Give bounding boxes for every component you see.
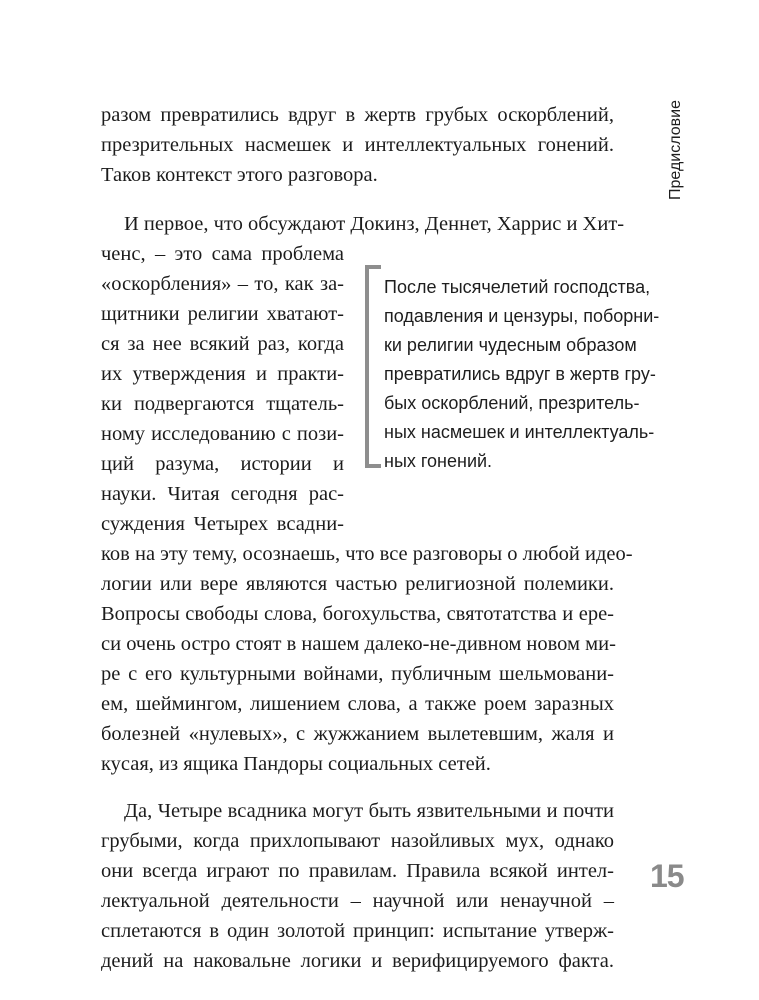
- body-line: они всегда играют по правилам. Правила всякой интел-: [101, 860, 614, 882]
- body-line: болезней «нулевых», с жужжанием вылетевшим, жаля и: [101, 723, 614, 745]
- body-line: ем, шеймингом, лишением слова, а также роем заразных: [101, 693, 614, 715]
- body-line: И первое, что обсуждают Докинз, Деннет, Харрис и Хит-: [124, 213, 625, 235]
- pull-quote-line: ных насмешек и интеллектуаль-: [384, 422, 655, 442]
- body-line: ному исследованию с пози-: [101, 423, 344, 445]
- body-line: Таков контекст этого разговора.: [101, 164, 378, 186]
- body-line: сплетаются в один золотой принцип: испытание утверж-: [101, 920, 614, 942]
- pull-quote-line: После тысячелетий господства,: [384, 277, 651, 297]
- pull-quote-line: бых оскорблений, презритель-: [384, 393, 640, 413]
- running-head: Предисловие: [667, 100, 684, 200]
- body-line: науки. Читая сегодня рас-: [101, 483, 344, 505]
- pull-quote-bracket: [365, 265, 381, 468]
- body-line: си очень остро стоят в нашем далеко-не-дивном новом ми-: [101, 633, 616, 655]
- body-line: ся за нее всякий раз, когда: [101, 333, 344, 355]
- pull-quote-line: ки религии чудесным образом: [384, 335, 637, 355]
- body-line: Да, Четыре всадника могут быть язвительными и почти: [124, 800, 614, 822]
- body-line: грубыми, когда прихлопывают назойливых мух, однако: [101, 830, 614, 852]
- body-line: дений на наковальне логики и верифицируемого факта.: [101, 950, 614, 972]
- pull-quote-line: превратились вдруг в жертв гру-: [384, 364, 656, 384]
- body-line: ций разума, истории и: [101, 453, 344, 475]
- body-line: логии или вере являются частью религиозной полемики.: [101, 573, 614, 595]
- body-line: ченс, – это сама проблема: [101, 243, 344, 265]
- body-line: ков на эту тему, осознаешь, что все разговоры о любой идео-: [101, 543, 633, 565]
- pull-quote-line: подавления и цензуры, поборни-: [384, 306, 660, 326]
- body-line: «оскорбления» – то, как за-: [101, 273, 344, 295]
- body-line: ки подвергаются тщатель-: [101, 393, 344, 415]
- body-line: суждения Четырех всадни-: [101, 513, 344, 535]
- body-line: лектуальной деятельности – научной или ненаучной –: [101, 890, 614, 912]
- body-line: кусая, из ящика Пандоры социальных сетей.: [101, 753, 491, 775]
- body-line: разом превратились вдруг в жертв грубых оскорблений,: [101, 104, 614, 126]
- body-line: Вопросы свободы слова, богохульства, святотатства и ере-: [101, 603, 614, 625]
- body-line: щитники религии хватают-: [101, 303, 344, 325]
- pull-quote-line: ных гонений.: [384, 451, 493, 471]
- body-line: ре с его культурными войнами, публичным шельмовани-: [101, 663, 614, 685]
- page-number: 15: [650, 858, 684, 894]
- body-line: их утверждения и практи-: [101, 363, 344, 385]
- body-line: презрительных насмешек и интеллектуальных гонений.: [101, 134, 614, 156]
